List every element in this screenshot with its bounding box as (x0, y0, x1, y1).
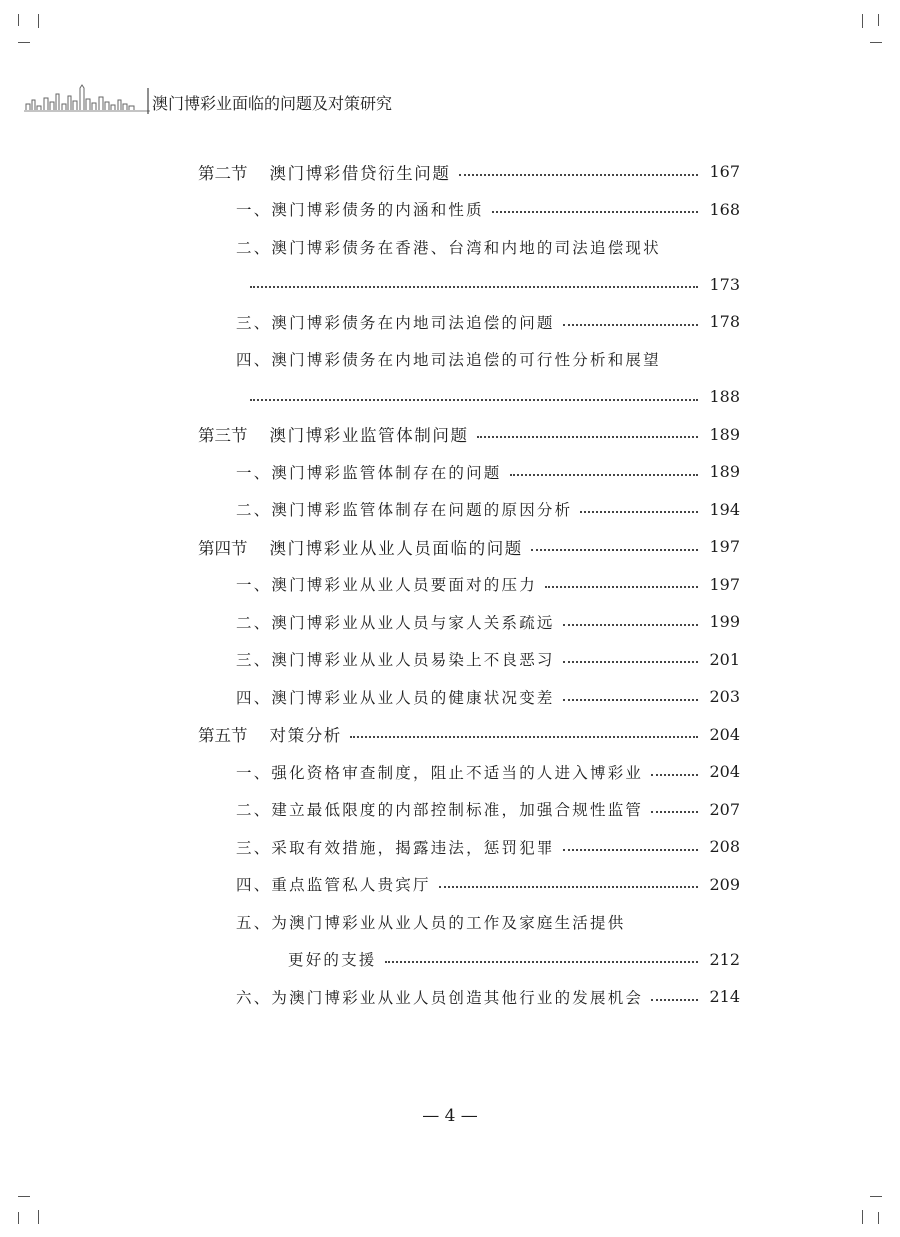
toc-page-number: 168 (709, 199, 740, 219)
toc-entry-title: 二、建立最低限度的内部控制标准，加强合规性监管 (236, 801, 644, 820)
toc-entry-title: 三、采取有效措施，揭露违法，惩罚犯罪 (236, 838, 555, 857)
crop-mark (862, 1210, 863, 1224)
toc-dot-leader (651, 999, 698, 1001)
toc-page-number: 178 (709, 312, 740, 332)
toc-page-number: 199 (709, 612, 740, 632)
toc-dot-leader (651, 774, 698, 776)
toc-entry-title: 四、澳门博彩业从业人员的健康状况变差 (236, 688, 555, 707)
toc-entry-title-continued: 更好的支援 (288, 951, 377, 970)
toc-dot-leader (563, 699, 698, 701)
toc-page-number: 207 (709, 799, 740, 819)
toc-dot-leader (651, 811, 698, 813)
toc-page-number: 189 (709, 424, 740, 444)
toc-entry-title: 二、澳门博彩业从业人员与家人关系疏远 (236, 613, 555, 632)
toc-section-row (198, 528, 740, 566)
toc-dot-leader (580, 511, 698, 513)
toc-entry-title: 二、澳门博彩债务在香港、台湾和内地的司法追偿现状 (236, 238, 661, 257)
toc-dot-leader (492, 211, 698, 213)
toc-entry-row (198, 678, 740, 716)
toc-page-number: 204 (709, 762, 740, 782)
toc-page-number: 197 (709, 537, 740, 557)
toc-section-title: 澳门博彩借贷衍生问题 (269, 163, 451, 183)
toc-entry-row (198, 341, 740, 379)
crop-mark (878, 1212, 879, 1224)
toc-section-title: 澳门博彩业从业人员面临的问题 (269, 538, 523, 558)
toc-entry-row (198, 228, 740, 266)
skyline-logo-icon (24, 84, 150, 114)
toc-dot-leader (563, 849, 698, 851)
crop-mark (18, 1196, 30, 1197)
toc-entry-continuation (198, 266, 740, 304)
toc-entry-row (198, 903, 740, 941)
toc-entry-row (198, 453, 740, 491)
toc-section-row (198, 153, 740, 191)
toc-dot-leader (439, 886, 698, 888)
toc-section-number: 第五节 (198, 726, 248, 746)
toc-page-number: 203 (709, 687, 740, 707)
toc-page-number: 197 (709, 574, 740, 594)
crop-mark (870, 1196, 882, 1197)
toc-page-number: 173 (709, 274, 740, 294)
toc-entry-row (198, 191, 740, 229)
toc-entry-title: 一、澳门博彩监管体制存在的问题 (236, 463, 502, 482)
toc-entry-title: 六、为澳门博彩业从业人员创造其他行业的发展机会 (236, 988, 644, 1007)
toc-dot-leader (563, 324, 698, 326)
toc-section-row (198, 716, 740, 754)
toc-dot-leader (531, 549, 698, 551)
toc-page-number: 209 (709, 874, 740, 894)
crop-mark (870, 42, 882, 43)
toc-entry-title: 一、强化资格审查制度，阻止不适当的人进入博彩业 (236, 763, 644, 782)
crop-mark (18, 42, 30, 43)
toc-entry-title: 一、澳门博彩债务的内涵和性质 (236, 201, 484, 220)
toc-dot-leader (350, 736, 698, 738)
toc-dot-leader (510, 474, 698, 476)
toc-dot-leader (563, 661, 698, 663)
toc-section-number: 第三节 (198, 426, 248, 446)
toc-entry-title: 三、澳门博彩债务在内地司法追偿的问题 (236, 313, 555, 332)
toc-entry-continuation (198, 941, 740, 979)
toc-entry-row (198, 828, 740, 866)
toc-entry-row (198, 791, 740, 829)
toc-section-title: 澳门博彩业监管体制问题 (269, 426, 469, 446)
toc-page-number: 189 (709, 462, 740, 482)
crop-mark (878, 14, 879, 26)
toc-page-number: 194 (709, 499, 740, 519)
toc-entry-row (198, 491, 740, 529)
toc-section-title: 对策分析 (269, 726, 342, 746)
toc-entry-row (198, 753, 740, 791)
crop-mark (18, 1212, 19, 1224)
toc-entry-row (198, 978, 740, 1016)
toc-page-number: 201 (709, 649, 740, 669)
toc-dot-leader (563, 624, 698, 626)
toc-page-number: 188 (709, 387, 740, 407)
toc-page-number: 212 (709, 949, 740, 969)
toc-entry-title: 四、重点监管私人贵宾厅 (236, 876, 431, 895)
toc-page-number: 167 (709, 162, 740, 182)
toc-page-number: 214 (709, 987, 740, 1007)
toc-page-number: 204 (709, 724, 740, 744)
toc-entry-row (198, 303, 740, 341)
toc-dot-leader (545, 586, 698, 588)
toc-dot-leader (250, 286, 698, 288)
crop-mark (18, 14, 19, 26)
toc-entry-row (198, 603, 740, 641)
crop-mark (862, 14, 863, 28)
toc-entry-title: 五、为澳门博彩业从业人员的工作及家庭生活提供 (236, 913, 626, 932)
crop-mark (38, 14, 39, 28)
toc-entry-title: 三、澳门博彩业从业人员易染上不良恶习 (236, 651, 555, 670)
toc-page-number: 208 (709, 837, 740, 857)
toc-entry-continuation (198, 378, 740, 416)
toc-entry-title: 一、澳门博彩业从业人员要面对的压力 (236, 576, 537, 595)
crop-mark (38, 1210, 39, 1224)
toc-section-row (198, 416, 740, 454)
toc-dot-leader (385, 961, 698, 963)
toc-entry-row (198, 566, 740, 604)
toc-entry-title: 二、澳门博彩监管体制存在问题的原因分析 (236, 501, 573, 520)
running-header (18, 80, 718, 116)
toc-entry-row (198, 641, 740, 679)
toc-dot-leader (250, 399, 698, 401)
header-title: 澳门博彩业面临的问题及对策研究 (152, 94, 393, 113)
toc-entry-title: 四、澳门博彩债务在内地司法追偿的可行性分析和展望 (236, 351, 661, 370)
toc-dot-leader (459, 174, 699, 176)
table-of-contents (198, 153, 740, 1016)
toc-section-number: 第二节 (198, 163, 248, 183)
toc-entry-row (198, 866, 740, 904)
toc-dot-leader (477, 436, 698, 438)
toc-section-number: 第四节 (198, 538, 248, 558)
page-number: — 4 — (422, 1106, 478, 1126)
